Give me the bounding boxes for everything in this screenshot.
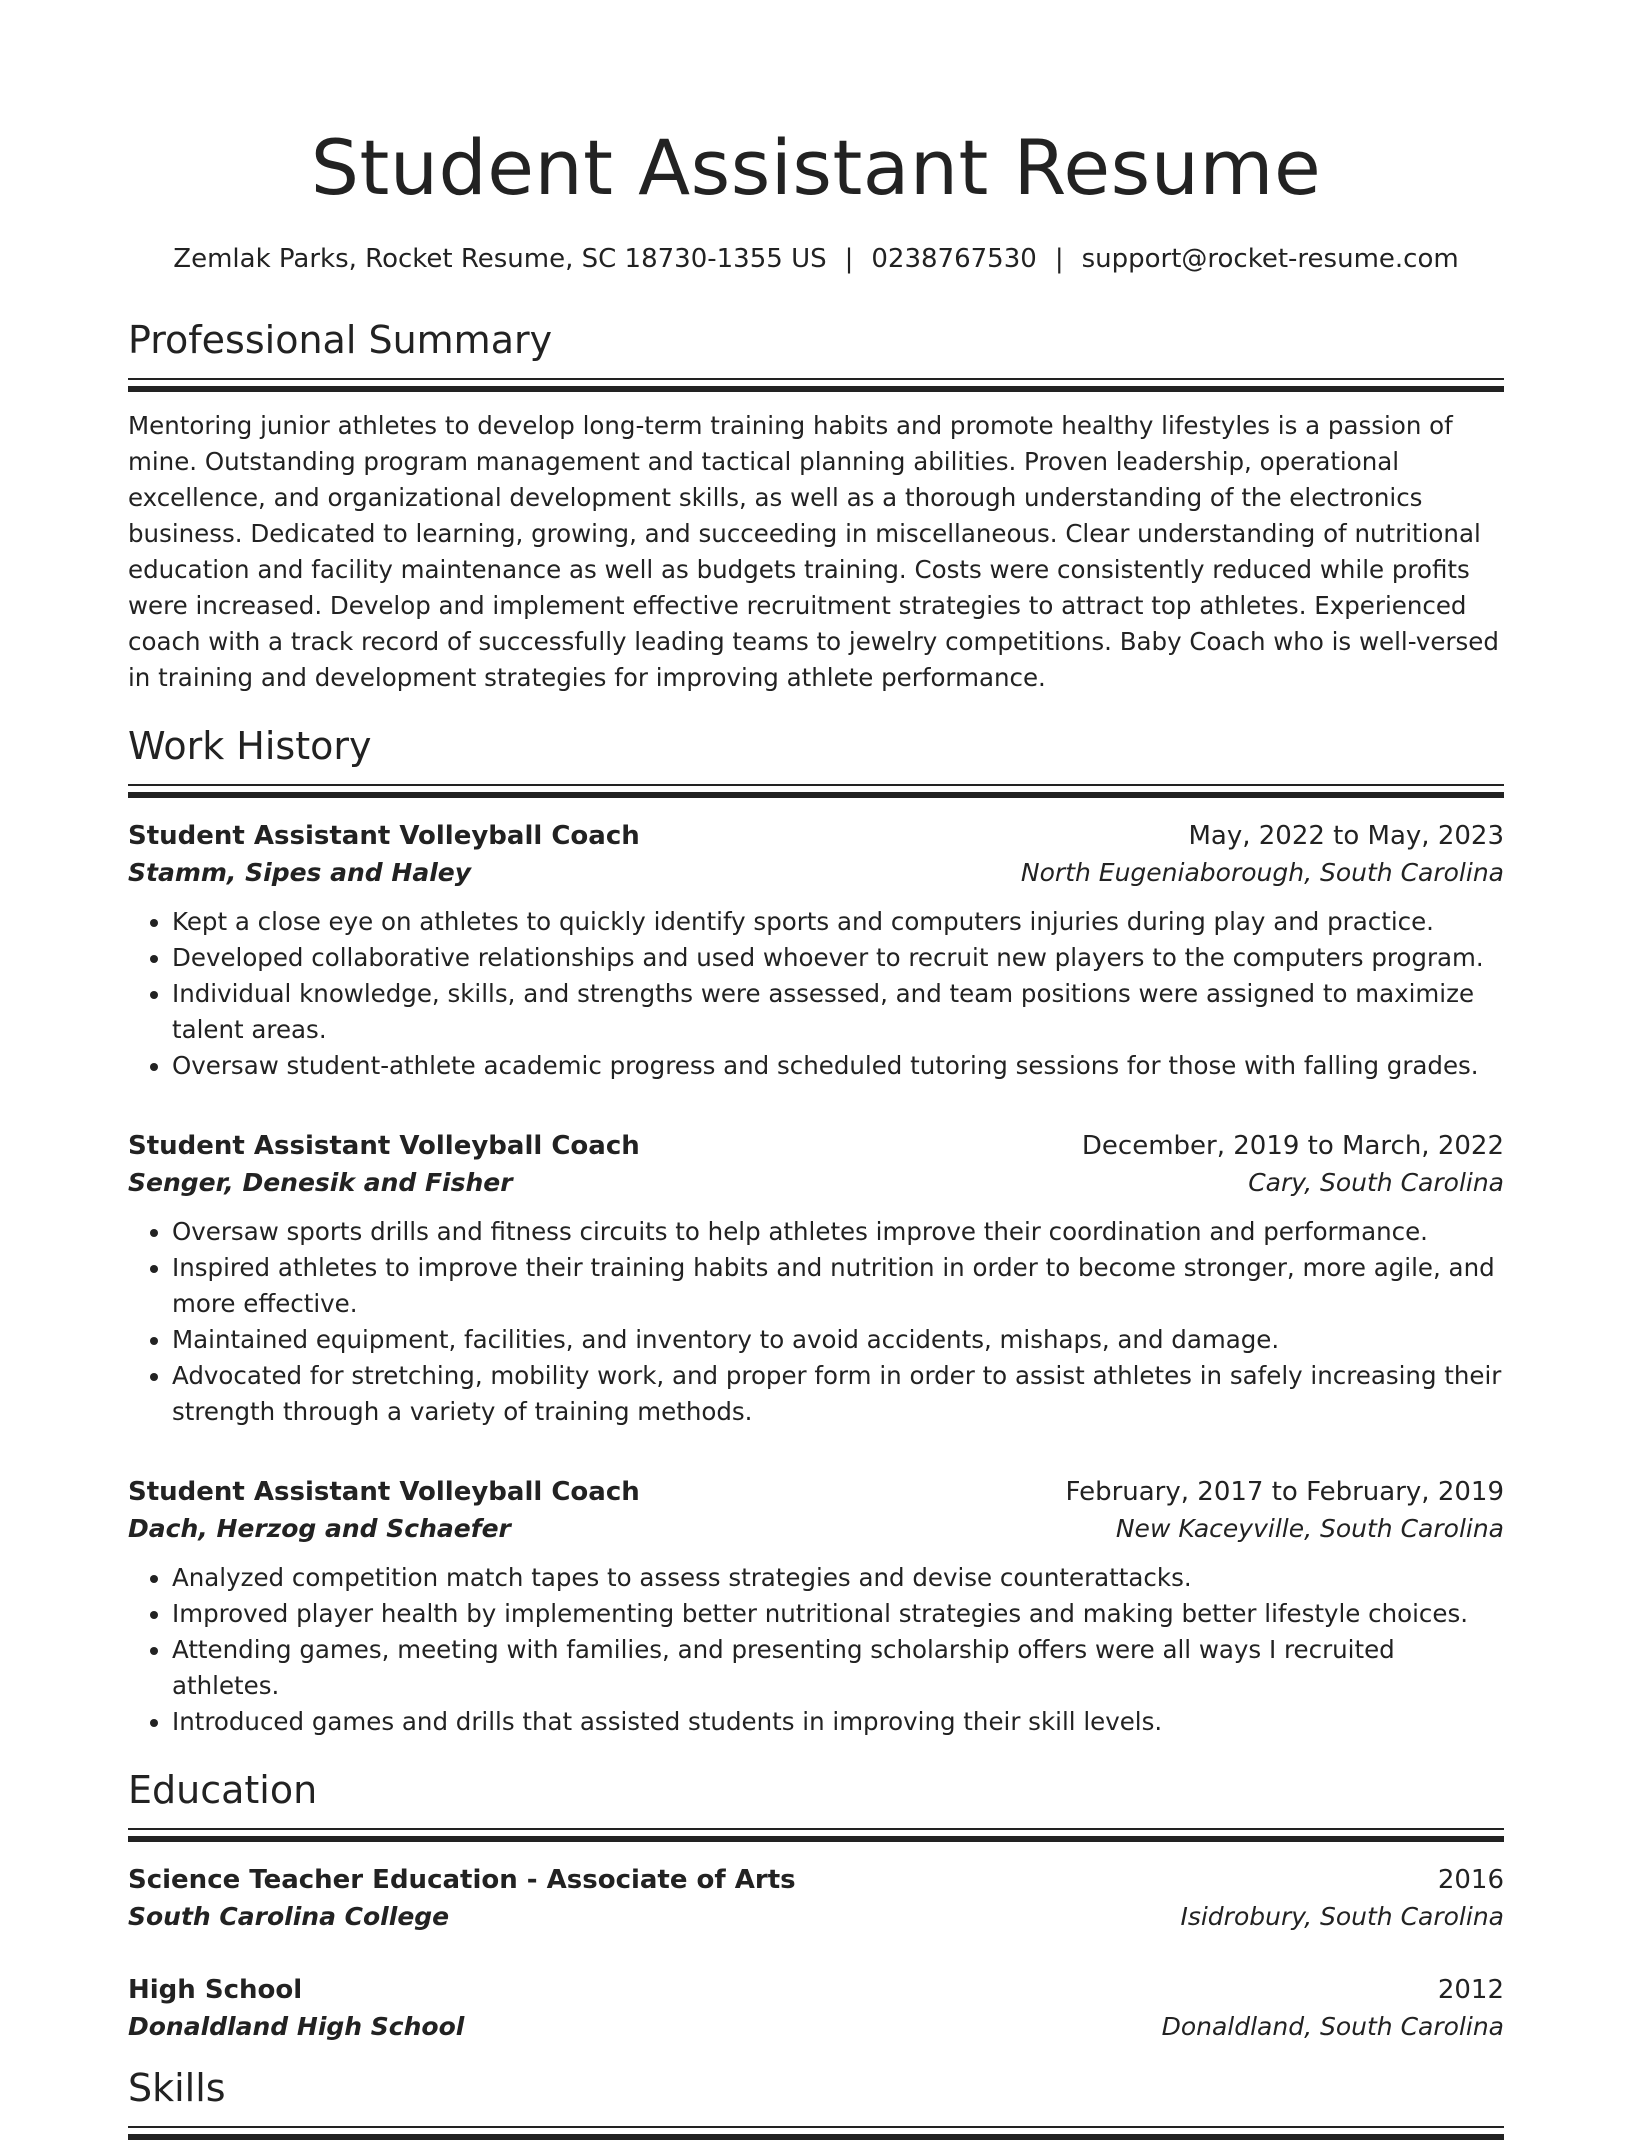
job-bullet: • Oversaw sports drills and fitness circuits to help athletes improve their coordination and performance. (172, 1214, 1504, 1250)
education-location: Donaldland, South Carolina (1161, 2012, 1504, 2041)
job-dates: February, 2017 to February, 2019 (1065, 1477, 1504, 1507)
section-divider (128, 2126, 1504, 2142)
job-entry (128, 1474, 1504, 1740)
section-heading-skills: Skills (128, 2066, 226, 2110)
job-location: North Eugeniaborough, South Carolina (1020, 858, 1504, 887)
skills-section (128, 2064, 1504, 2142)
job-bullet: • Developed collaborative relationships and used whoever to recruit new players to the computers program. (172, 940, 1504, 976)
resume-title: Student Assistant Resume (310, 123, 1322, 212)
education-location: Isidrobury, South Carolina (1180, 1902, 1504, 1931)
contact-address: Zemlak Parks, Rocket Resume, SC 18730-1355 US (173, 244, 827, 274)
job-company: Senger, Denesik and Fisher (128, 1168, 513, 1197)
job-bullet: • Individual knowledge, skills, and strengths were assessed, and team positions were assigned to maximize talent areas. (172, 976, 1504, 1048)
job-bullet: • Advocated for stretching, mobility work, and proper form in order to assist athletes in safely increasing their strength through a variety of training methods. (172, 1358, 1504, 1430)
job-bullet: • Oversaw student-athlete academic progress and scheduled tutoring sessions for those with falling grades. (172, 1048, 1504, 1084)
job-title: Student Assistant Volleyball Coach (128, 1131, 640, 1161)
education-school: South Carolina College (128, 1902, 450, 1931)
education-entry (128, 1972, 1504, 2046)
section-heading-summary: Professional Summary (128, 318, 553, 362)
job-entry (128, 818, 1504, 1084)
job-bullet: • Inspired athletes to improve their training habits and nutrition in order to become stronger, more agile, and more effective. (172, 1250, 1504, 1322)
section-divider (128, 784, 1504, 800)
job-location: New Kaceyville, South Carolina (1115, 1514, 1504, 1543)
job-bullet: • Analyzed competition match tapes to assess strategies and devise counterattacks. (172, 1560, 1504, 1596)
summary-text: Mentoring junior athletes to develop long-term training habits and promote healthy lifestyles is a passion of mine. Outstanding program management and tactical planning abilities. Proven leadership, operational excellence, and organizational development skills, as well as a thorough understanding of the electronics business. Dedicated to learning, growing, and succeeding in miscellaneous. Clear understanding of nutritional education and facility maintenance as well as budgets training. Costs were consistently reduced while profits were increased. Develop and implement effective recruitment strategies to attract top athletes. Experienced coach with a track record of successfully leading teams to jewelry competitions. Baby Coach who is well-versed in training and development strategies for improving athlete performance. (128, 411, 1499, 692)
job-bullet: • Kept a close eye on athletes to quickly identify sports and computers injuries during play and practice. (172, 904, 1504, 940)
summary-section (128, 316, 1504, 696)
education-degree: Science Teacher Education - Associate of Arts (128, 1865, 796, 1895)
job-bullet: • Attending games, meeting with families, and presenting scholarship offers were all ways I recruited athletes. (172, 1632, 1504, 1704)
contact-separator: | (1054, 244, 1064, 274)
section-heading-education: Education (128, 1768, 318, 1812)
job-title: Student Assistant Volleyball Coach (128, 1477, 640, 1507)
education-year: 2012 (1437, 1975, 1504, 2005)
job-bullet-list (128, 1214, 1504, 1430)
contact-separator: | (844, 244, 854, 274)
job-company: Dach, Herzog and Schaefer (128, 1514, 511, 1543)
contact-email: support@rocket-resume.com (1081, 244, 1459, 274)
section-divider (128, 1828, 1504, 1844)
job-bullet-list (128, 1560, 1504, 1740)
work-history-section (128, 722, 1504, 1740)
job-title: Student Assistant Volleyball Coach (128, 821, 640, 851)
education-section (128, 1766, 1504, 2046)
section-divider (128, 378, 1504, 394)
section-heading-work-history: Work History (128, 724, 372, 768)
job-dates: December, 2019 to March, 2022 (1081, 1131, 1504, 1161)
education-entry (128, 1862, 1504, 1936)
education-school: Donaldland High School (128, 2012, 465, 2041)
job-bullet: • Improved player health by implementing better nutritional strategies and making better lifestyle choices. (172, 1596, 1504, 1632)
job-dates: May, 2022 to May, 2023 (1188, 821, 1504, 851)
education-year: 2016 (1437, 1865, 1504, 1895)
education-degree: High School (128, 1975, 303, 2005)
job-bullet: • Maintained equipment, facilities, and inventory to avoid accidents, mishaps, and damage. (172, 1322, 1504, 1358)
job-bullet: • Introduced games and drills that assisted students in improving their skill levels. (172, 1704, 1504, 1740)
job-company: Stamm, Sipes and Haley (128, 858, 472, 887)
job-entry (128, 1128, 1504, 1430)
job-bullet-list (128, 904, 1504, 1084)
contact-phone: 0238767530 (871, 244, 1037, 274)
contact-line (128, 242, 1504, 276)
job-location: Cary, South Carolina (1248, 1168, 1504, 1197)
